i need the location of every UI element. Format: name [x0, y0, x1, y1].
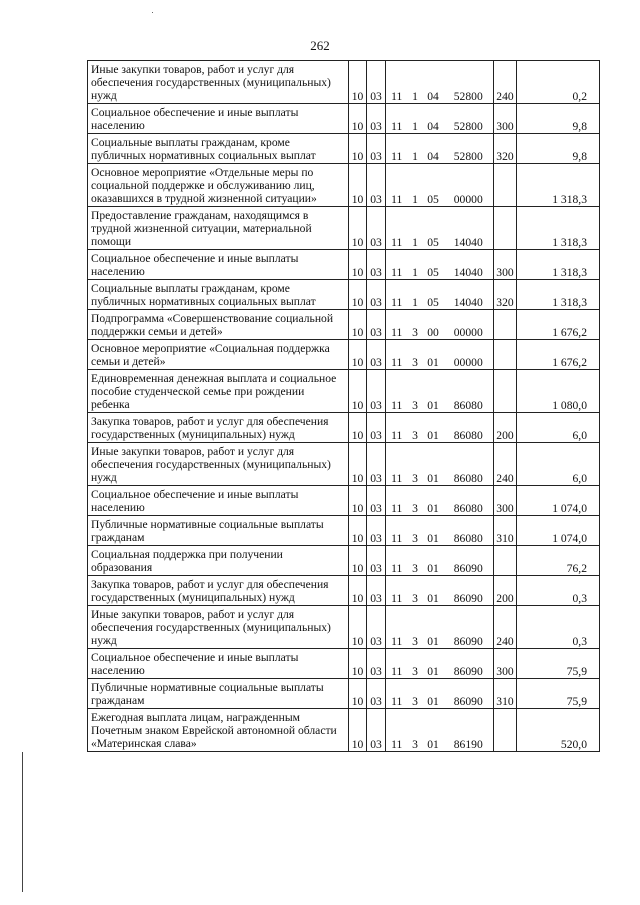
event-code: 01 — [423, 576, 444, 606]
program-code: 11 — [386, 250, 408, 280]
row-name: Основное мероприятие «Социальная поддержка семьи и детей» — [88, 340, 349, 370]
subsection-code: 03 — [367, 280, 386, 310]
section-code: 10 — [349, 576, 367, 606]
subsection-code: 03 — [367, 576, 386, 606]
direction-code: 14040 — [444, 207, 494, 250]
amount: 1 676,2 — [517, 310, 600, 340]
program-code: 11 — [386, 709, 408, 752]
event-code: 00 — [423, 310, 444, 340]
row-name: Единовременная денежная выплата и социальное пособие студенческой семье при рождении ребенка — [88, 370, 349, 413]
amount: 0,2 — [517, 61, 600, 104]
scan-speck — [152, 12, 153, 13]
subprogram-code: 3 — [408, 443, 423, 486]
program-code: 11 — [386, 104, 408, 134]
expense-type-code — [494, 709, 517, 752]
subprogram-code: 3 — [408, 310, 423, 340]
expense-type-code — [494, 370, 517, 413]
event-code: 05 — [423, 250, 444, 280]
subprogram-code: 1 — [408, 280, 423, 310]
event-code: 01 — [423, 340, 444, 370]
program-code: 11 — [386, 546, 408, 576]
program-code: 11 — [386, 486, 408, 516]
subprogram-code: 3 — [408, 516, 423, 546]
subprogram-code: 1 — [408, 134, 423, 164]
table-row — [88, 486, 600, 516]
margin-line — [22, 752, 23, 892]
direction-code: 00000 — [444, 164, 494, 207]
row-name: Закупка товаров, работ и услуг для обеспечения государственных (муниципальных) нужд — [88, 576, 349, 606]
amount: 76,2 — [517, 546, 600, 576]
direction-code: 86080 — [444, 413, 494, 443]
section-code: 10 — [349, 443, 367, 486]
subsection-code: 03 — [367, 413, 386, 443]
subsection-code: 03 — [367, 104, 386, 134]
program-code: 11 — [386, 443, 408, 486]
amount: 0,3 — [517, 576, 600, 606]
event-code: 01 — [423, 649, 444, 679]
event-code: 04 — [423, 104, 444, 134]
expense-type-code: 300 — [494, 649, 517, 679]
table-row — [88, 164, 600, 207]
amount: 520,0 — [517, 709, 600, 752]
table-row — [88, 679, 600, 709]
section-code: 10 — [349, 516, 367, 546]
section-code: 10 — [349, 606, 367, 649]
table-row — [88, 413, 600, 443]
subsection-code: 03 — [367, 709, 386, 752]
expense-type-code: 320 — [494, 280, 517, 310]
subsection-code: 03 — [367, 61, 386, 104]
direction-code: 00000 — [444, 340, 494, 370]
table-row — [88, 370, 600, 413]
subprogram-code: 3 — [408, 576, 423, 606]
program-code: 11 — [386, 280, 408, 310]
subprogram-code: 3 — [408, 649, 423, 679]
section-code: 10 — [349, 709, 367, 752]
table-row — [88, 280, 600, 310]
table-row — [88, 546, 600, 576]
budget-table-body — [88, 61, 600, 752]
direction-code: 86080 — [444, 486, 494, 516]
direction-code: 86190 — [444, 709, 494, 752]
expense-type-code: 310 — [494, 516, 517, 546]
expense-type-code — [494, 340, 517, 370]
amount: 0,3 — [517, 606, 600, 649]
table-row — [88, 250, 600, 280]
program-code: 11 — [386, 207, 408, 250]
event-code: 01 — [423, 443, 444, 486]
amount: 9,8 — [517, 134, 600, 164]
subsection-code: 03 — [367, 443, 386, 486]
subsection-code: 03 — [367, 207, 386, 250]
expense-type-code — [494, 310, 517, 340]
subsection-code: 03 — [367, 134, 386, 164]
table-row — [88, 61, 600, 104]
amount: 1 074,0 — [517, 516, 600, 546]
amount: 1 318,3 — [517, 207, 600, 250]
program-code: 11 — [386, 164, 408, 207]
event-code: 05 — [423, 207, 444, 250]
amount: 75,9 — [517, 679, 600, 709]
direction-code: 00000 — [444, 310, 494, 340]
subprogram-code: 3 — [408, 606, 423, 649]
program-code: 11 — [386, 61, 408, 104]
subsection-code: 03 — [367, 370, 386, 413]
row-name: Иные закупки товаров, работ и услуг для обеспечения государственных (муниципальных) нужд — [88, 443, 349, 486]
expense-type-code — [494, 546, 517, 576]
program-code: 11 — [386, 134, 408, 164]
direction-code: 14040 — [444, 280, 494, 310]
amount: 6,0 — [517, 443, 600, 486]
event-code: 01 — [423, 606, 444, 649]
event-code: 05 — [423, 164, 444, 207]
amount: 1 318,3 — [517, 250, 600, 280]
subprogram-code: 1 — [408, 61, 423, 104]
subsection-code: 03 — [367, 164, 386, 207]
table-row — [88, 104, 600, 134]
amount: 1 080,0 — [517, 370, 600, 413]
event-code: 01 — [423, 516, 444, 546]
section-code: 10 — [349, 486, 367, 516]
program-code: 11 — [386, 679, 408, 709]
subsection-code: 03 — [367, 516, 386, 546]
subsection-code: 03 — [367, 486, 386, 516]
program-code: 11 — [386, 340, 408, 370]
section-code: 10 — [349, 679, 367, 709]
direction-code: 14040 — [444, 250, 494, 280]
row-name: Социальная поддержка при получении образования — [88, 546, 349, 576]
table-row — [88, 649, 600, 679]
subsection-code: 03 — [367, 649, 386, 679]
subprogram-code: 3 — [408, 370, 423, 413]
section-code: 10 — [349, 340, 367, 370]
expense-type-code — [494, 207, 517, 250]
expense-type-code: 240 — [494, 61, 517, 104]
program-code: 11 — [386, 649, 408, 679]
section-code: 10 — [349, 250, 367, 280]
event-code: 04 — [423, 134, 444, 164]
direction-code: 86080 — [444, 516, 494, 546]
event-code: 01 — [423, 546, 444, 576]
table-row — [88, 709, 600, 752]
amount: 1 074,0 — [517, 486, 600, 516]
subprogram-code: 3 — [408, 413, 423, 443]
program-code: 11 — [386, 310, 408, 340]
subsection-code: 03 — [367, 679, 386, 709]
page-number: 262 — [310, 38, 330, 53]
subprogram-code: 3 — [408, 679, 423, 709]
subsection-code: 03 — [367, 340, 386, 370]
subprogram-code: 1 — [408, 207, 423, 250]
section-code: 10 — [349, 280, 367, 310]
expense-type-code: 240 — [494, 606, 517, 649]
subsection-code: 03 — [367, 546, 386, 576]
subprogram-code: 3 — [408, 546, 423, 576]
amount: 1 676,2 — [517, 340, 600, 370]
subprogram-code: 3 — [408, 709, 423, 752]
subsection-code: 03 — [367, 310, 386, 340]
expense-type-code — [494, 164, 517, 207]
event-code: 01 — [423, 709, 444, 752]
section-code: 10 — [349, 413, 367, 443]
program-code: 11 — [386, 370, 408, 413]
section-code: 10 — [349, 104, 367, 134]
row-name: Иные закупки товаров, работ и услуг для обеспечения государственных (муниципальных) нужд — [88, 606, 349, 649]
table-row — [88, 134, 600, 164]
direction-code: 86090 — [444, 606, 494, 649]
section-code: 10 — [349, 134, 367, 164]
table-row — [88, 606, 600, 649]
expense-type-code: 200 — [494, 413, 517, 443]
row-name: Иные закупки товаров, работ и услуг для обеспечения государственных (муниципальных) нужд — [88, 61, 349, 104]
subsection-code: 03 — [367, 250, 386, 280]
row-name: Социальное обеспечение и иные выплаты населению — [88, 486, 349, 516]
table-row — [88, 443, 600, 486]
row-name: Основное мероприятие «Отдельные меры по социальной поддержке и обслуживанию лиц, оказавшихся в трудной жизненной ситуации» — [88, 164, 349, 207]
row-name: Предоставление гражданам, находящимся в трудной жизненной ситуации, материальной помощи — [88, 207, 349, 250]
expense-type-code: 300 — [494, 486, 517, 516]
direction-code: 86090 — [444, 546, 494, 576]
direction-code: 52800 — [444, 134, 494, 164]
amount: 1 318,3 — [517, 280, 600, 310]
event-code: 01 — [423, 413, 444, 443]
row-name: Публичные нормативные социальные выплаты гражданам — [88, 679, 349, 709]
expense-type-code: 300 — [494, 250, 517, 280]
subsection-code: 03 — [367, 606, 386, 649]
direction-code: 86090 — [444, 679, 494, 709]
amount: 9,8 — [517, 104, 600, 134]
row-name: Закупка товаров, работ и услуг для обеспечения государственных (муниципальных) нужд — [88, 413, 349, 443]
table-row — [88, 340, 600, 370]
subprogram-code: 3 — [408, 486, 423, 516]
amount: 1 318,3 — [517, 164, 600, 207]
event-code: 04 — [423, 61, 444, 104]
row-name: Публичные нормативные социальные выплаты гражданам — [88, 516, 349, 546]
table-row — [88, 576, 600, 606]
direction-code: 86080 — [444, 443, 494, 486]
subprogram-code: 3 — [408, 340, 423, 370]
section-code: 10 — [349, 310, 367, 340]
table-row — [88, 310, 600, 340]
row-name: Социальное обеспечение и иные выплаты населению — [88, 104, 349, 134]
table-row — [88, 516, 600, 546]
row-name: Социальные выплаты гражданам, кроме публичных нормативных социальных выплат — [88, 134, 349, 164]
event-code: 01 — [423, 370, 444, 413]
event-code: 05 — [423, 280, 444, 310]
budget-table — [87, 60, 600, 752]
event-code: 01 — [423, 486, 444, 516]
row-name: Ежегодная выплата лицам, награжденным Почетным знаком Еврейской автономной области «Материнская слава» — [88, 709, 349, 752]
direction-code: 52800 — [444, 61, 494, 104]
table-row — [88, 207, 600, 250]
row-name: Подпрограмма «Совершенствование социальной поддержки семьи и детей» — [88, 310, 349, 340]
program-code: 11 — [386, 576, 408, 606]
subprogram-code: 1 — [408, 164, 423, 207]
section-code: 10 — [349, 649, 367, 679]
expense-type-code: 310 — [494, 679, 517, 709]
program-code: 11 — [386, 516, 408, 546]
subprogram-code: 1 — [408, 104, 423, 134]
row-name: Социальное обеспечение и иные выплаты населению — [88, 649, 349, 679]
program-code: 11 — [386, 413, 408, 443]
event-code: 01 — [423, 679, 444, 709]
direction-code: 86090 — [444, 649, 494, 679]
amount: 75,9 — [517, 649, 600, 679]
amount: 6,0 — [517, 413, 600, 443]
row-name: Социальные выплаты гражданам, кроме публичных нормативных социальных выплат — [88, 280, 349, 310]
section-code: 10 — [349, 207, 367, 250]
direction-code: 86080 — [444, 370, 494, 413]
direction-code: 52800 — [444, 104, 494, 134]
expense-type-code: 300 — [494, 104, 517, 134]
section-code: 10 — [349, 61, 367, 104]
row-name: Социальное обеспечение и иные выплаты населению — [88, 250, 349, 280]
section-code: 10 — [349, 164, 367, 207]
program-code: 11 — [386, 606, 408, 649]
subprogram-code: 1 — [408, 250, 423, 280]
section-code: 10 — [349, 370, 367, 413]
expense-type-code: 320 — [494, 134, 517, 164]
direction-code: 86090 — [444, 576, 494, 606]
expense-type-code: 200 — [494, 576, 517, 606]
section-code: 10 — [349, 546, 367, 576]
expense-type-code: 240 — [494, 443, 517, 486]
